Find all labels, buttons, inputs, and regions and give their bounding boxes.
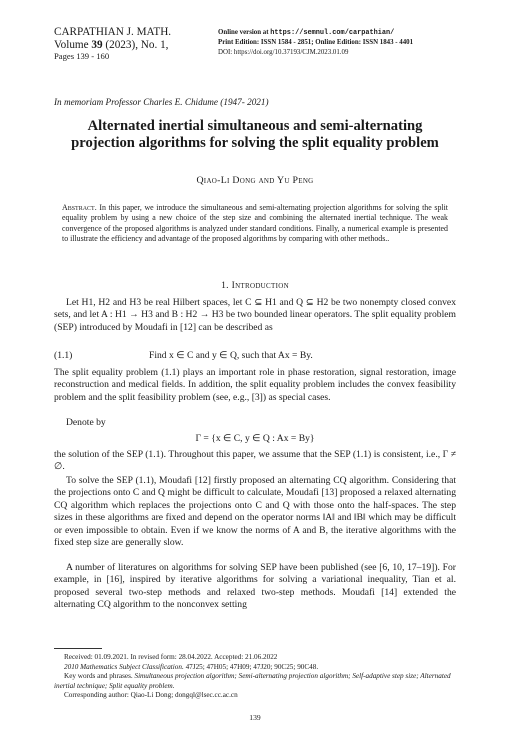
gamma-definition: Γ = {x ∈ C, y ∈ Q : Ax = By} [195, 433, 315, 444]
footnotes [54, 653, 456, 701]
intro-paragraph-3: the solution of the SEP (1.1). Throughout this paper, we assume that the SEP (1.1) is consistent, i.e., Γ ≠ ∅. [54, 449, 456, 473]
abstract-text: In this paper, we introduce the simultaneous and semi-alternating projection algorithms for solving the split equality problem by using a new choice of the step size and combining the alternated inertial technique. The weak convergence of the proposed algorithms is analyzed under standard conditions. Finally, a numerical example is presented to illustrate the efficiency and advantage of the proposed algorithms by comparing with other methods.. [62, 203, 448, 244]
equation-text: Find x ∈ C and y ∈ Q, such that Ax = By. [149, 350, 313, 361]
online-url-link[interactable]: https://semnul.com/carpathian/ [270, 29, 395, 37]
intro-paragraph-2: The split equality problem (1.1) plays an important role in phase restoration, signal restoration, image reconstruction and medical fields. In addition, the split equality problem includes the convex feasibility problem and the split feasibility problem (see, e.g., [3]) as special cases. [54, 367, 456, 403]
abstract-label: Abstract. [62, 203, 97, 212]
received-dates: Received: 01.09.2021. In revised form: 28.04.2022. Accepted: 21.06.2022 [64, 653, 278, 661]
keywords: Key words and phrases. Simultaneous projection algorithm; Semi-alternating projection algorithm; Self-adaptive step size; Alternated inertial technique; Split equality problem. [54, 672, 451, 690]
intro-paragraph-4: To solve the SEP (1.1), Moudafi [12] firstly proposed an alternating CQ algorithm. Considering that the projections onto C and Q might be difficult to calculate, Moudafi [13] proposed a relaxed alternating CQ algorithm which replaces the projections onto C and Q with those onto the half-spaces. The step sizes in these algorithms are fixed and depend on the operator norms ‖A‖ and ‖B‖ which may be difficult or even impossible to obtain. Even if we know the norms of A and B, the iterative algorithms with the fixed step size are generally slow. [54, 475, 456, 549]
page-range: Pages 139 - 160 [54, 51, 110, 61]
doi-link[interactable]: DOI: https://doi.org/10.37193/CJM.2023.01.09 [218, 49, 349, 56]
denote-line: Denote by [66, 417, 106, 428]
equation-number: (1.1) [54, 350, 73, 361]
footnote-rule [54, 648, 102, 649]
journal-header [54, 26, 171, 62]
print-edition: Print Edition: ISSN 1584 - 2851; Online Edition: ISSN 1843 - 4401 [218, 39, 414, 46]
online-version: Online version at https://semnul.com/carpathian/ [218, 29, 395, 37]
msc-classification: 2010 Mathematics Subject Classification. 47J25; 47H05; 47H09; 47J20; 90C25; 90C48. [64, 662, 319, 671]
title-line-2: projection algorithms for solving the split equality problem [71, 135, 439, 151]
volume-line: Volume 39 (2023), No. 1, [54, 38, 169, 51]
page-number: 139 [249, 713, 261, 722]
publication-info [218, 28, 413, 58]
intro-paragraph-5: A number of literatures on algorithms for solving SEP have been published (see [6, 10, 17–19]). For example, in [16], inspired by iterative algorithms for solving a variational inequality, Tian et al. proposed several two-step methods and relaxed two-step methods. Moudafi [14] extended the alternating CQ algorithm to the nonconvex setting [54, 562, 456, 611]
intro-paragraph-1: Let H1, H2 and H3 be real Hilbert spaces, let C ⊆ H1 and Q ⊆ H2 be two nonempty closed convex sets, and let A : H1 → H3 and B : H2 → H3 be two bounded linear operators. The split equality problem (SEP) introduced by Moudafi in [12] can be described as [54, 297, 456, 333]
paper-title [40, 118, 470, 152]
abstract [62, 203, 448, 245]
authors: Qiao-Li Dong and Yu Peng [196, 175, 314, 186]
memoriam-dedication: In memoriam Professor Charles E. Chidume (1947- 2021) [54, 97, 269, 107]
journal-name: CARPATHIAN J. MATH. [54, 26, 172, 38]
corresponding-author: Corresponding author: Qiao-Li Dong; dongql@lsec.cc.ac.cn [64, 691, 238, 700]
title-line-1: Alternated inertial simultaneous and semi-alternating [87, 118, 423, 134]
section-heading: 1. Introduction [221, 280, 289, 291]
